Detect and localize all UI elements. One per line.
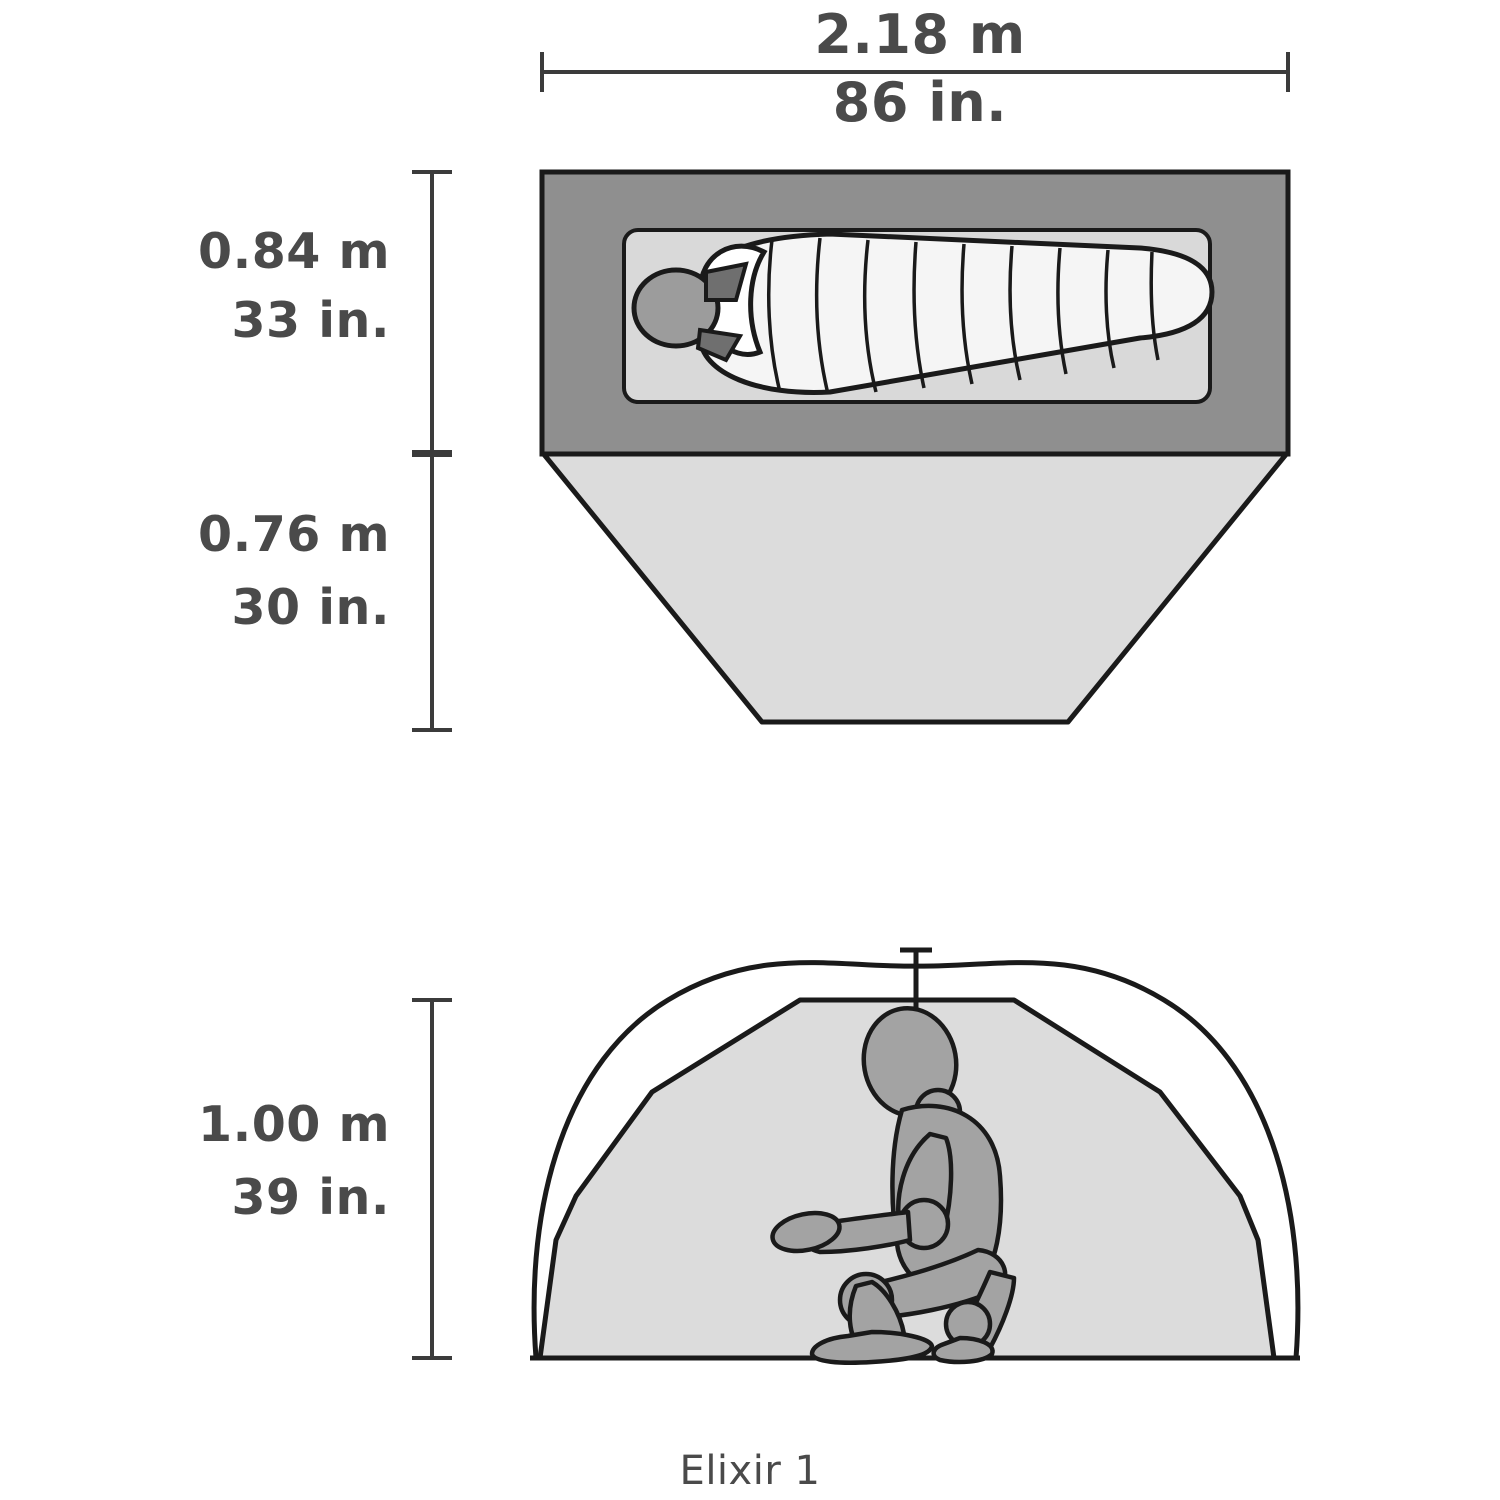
floor-depth-metric: 0.84 m — [197, 223, 390, 280]
peak-height-dimension-line — [412, 1000, 452, 1358]
floor-depth-dimension-line — [412, 172, 452, 452]
vestibule-depth-imperial: 30 in. — [231, 578, 390, 636]
peak-height-metric: 1.00 m — [197, 1096, 390, 1153]
width-metric: 2.18 m — [814, 3, 1026, 66]
width-imperial: 86 in. — [832, 71, 1008, 135]
floor-depth-dimension-label — [100, 225, 390, 349]
floor-depth-imperial: 33 in. — [231, 291, 390, 349]
model-name-caption: Elixir 1 — [679, 1448, 821, 1494]
vestibule-footprint — [542, 452, 1288, 722]
vestibule-depth-dimension-label — [100, 508, 390, 636]
vestibule-depth-metric: 0.76 m — [197, 506, 390, 563]
peak-height-imperial: 39 in. — [231, 1168, 390, 1226]
peak-height-dimension-label — [100, 1098, 390, 1226]
vestibule-depth-dimension-line — [412, 455, 452, 730]
width-dimension-label — [520, 5, 1320, 134]
